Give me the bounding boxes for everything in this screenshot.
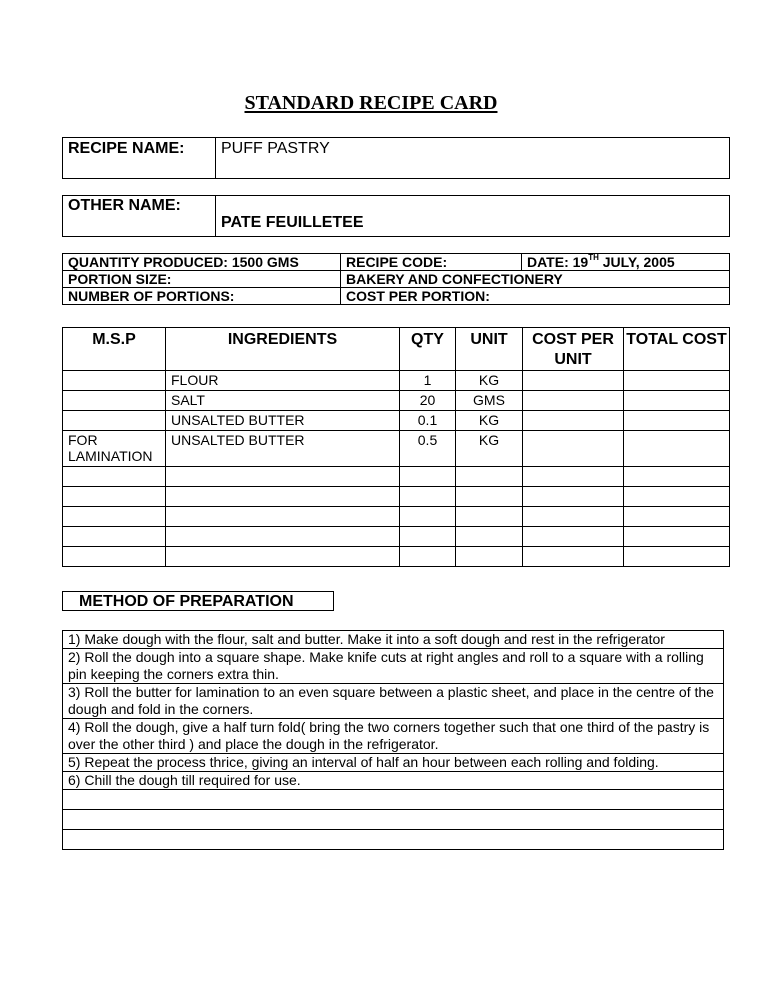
list-item-empty — [63, 790, 724, 810]
cost-cell — [523, 431, 624, 467]
ingredients-table — [62, 327, 730, 567]
unit-cell: GMS — [456, 391, 523, 411]
header-msp: M.S.P — [63, 328, 166, 371]
table-row — [63, 431, 730, 467]
table-row — [63, 371, 730, 391]
header-unit: UNIT — [456, 328, 523, 371]
table-row-empty — [63, 547, 730, 567]
quantity-produced: QUANTITY PRODUCED: 1500 GMS — [63, 254, 341, 271]
total-cell — [624, 411, 730, 431]
qty-cell: 1 — [400, 371, 456, 391]
method-step: 6) Chill the dough till required for use. — [63, 772, 724, 790]
unit-cell: KG — [456, 371, 523, 391]
qty-cell: 20 — [400, 391, 456, 411]
table-row-empty — [63, 487, 730, 507]
table-row — [63, 391, 730, 411]
table-row-empty — [63, 467, 730, 487]
cost-cell — [523, 411, 624, 431]
page-title: STANDARD RECIPE CARD — [244, 92, 498, 114]
ingredient-cell: FLOUR — [166, 371, 400, 391]
recipe-name-value: PUFF PASTRY — [216, 138, 730, 179]
unit-cell: KG — [456, 431, 523, 467]
recipe-code: RECIPE CODE: — [341, 254, 522, 271]
method-step: 3) Roll the butter for lamination to an even square between a plastic sheet, and place in the centre of the dough and fold in the corners. — [63, 684, 724, 719]
portion-size: PORTION SIZE: — [63, 271, 341, 288]
number-of-portions: NUMBER OF PORTIONS: — [63, 288, 341, 305]
qty-cell: 0.5 — [400, 431, 456, 467]
other-name-value: PATE FEUILLETEE — [216, 196, 730, 237]
list-item-empty — [63, 810, 724, 830]
header-cost-per-unit: COST PER UNIT — [523, 328, 624, 371]
list-item — [63, 684, 724, 719]
method-step: 4) Roll the dough, give a half turn fold( bring the two corners together such that one third of the pastry is over the other third ) and place the dough in the refrigerator. — [63, 719, 724, 754]
ingredient-cell: UNSALTED BUTTER — [166, 431, 400, 467]
msp-cell — [63, 371, 166, 391]
recipe-name-table — [62, 137, 730, 179]
msp-cell — [63, 391, 166, 411]
total-cell — [624, 391, 730, 411]
header-qty: QTY — [400, 328, 456, 371]
list-item-empty — [63, 830, 724, 850]
list-item — [63, 772, 724, 790]
method-step: 1) Make dough with the flour, salt and butter. Make it into a soft dough and rest in the refrigerator — [63, 631, 724, 649]
method-step: 5) Repeat the process thrice, giving an interval of half an hour between each rolling and folding. — [63, 754, 724, 772]
list-item — [63, 719, 724, 754]
qty-cell: 0.1 — [400, 411, 456, 431]
recipe-info-table — [62, 253, 730, 305]
table-row — [63, 411, 730, 431]
recipe-name-label: RECIPE NAME: — [63, 138, 216, 179]
ingredient-cell: SALT — [166, 391, 400, 411]
ingredient-cell: UNSALTED BUTTER — [166, 411, 400, 431]
other-name-label: OTHER NAME: — [63, 196, 216, 237]
list-item — [63, 649, 724, 684]
cost-cell — [523, 391, 624, 411]
header-total-cost: TOTAL COST — [624, 328, 730, 371]
msp-cell — [63, 411, 166, 431]
cost-per-portion: COST PER PORTION: — [341, 288, 730, 305]
other-name-table — [62, 195, 730, 237]
unit-cell: KG — [456, 411, 523, 431]
method-steps-table — [62, 630, 724, 850]
list-item — [63, 631, 724, 649]
recipe-category: BAKERY AND CONFECTIONERY — [341, 271, 730, 288]
total-cell — [624, 371, 730, 391]
method-heading: METHOD OF PREPARATION — [62, 591, 334, 611]
msp-cell: FOR LAMINATION — [63, 431, 166, 467]
list-item — [63, 754, 724, 772]
total-cell — [624, 431, 730, 467]
method-step: 2) Roll the dough into a square shape. Make knife cuts at right angles and roll to a square with a rolling pin keeping the corners extra thin. — [63, 649, 724, 684]
header-ingredients: INGREDIENTS — [166, 328, 400, 371]
table-row-empty — [63, 507, 730, 527]
cost-cell — [523, 371, 624, 391]
recipe-date: DATE: 19TH JULY, 2005 — [522, 254, 730, 271]
table-row-empty — [63, 527, 730, 547]
